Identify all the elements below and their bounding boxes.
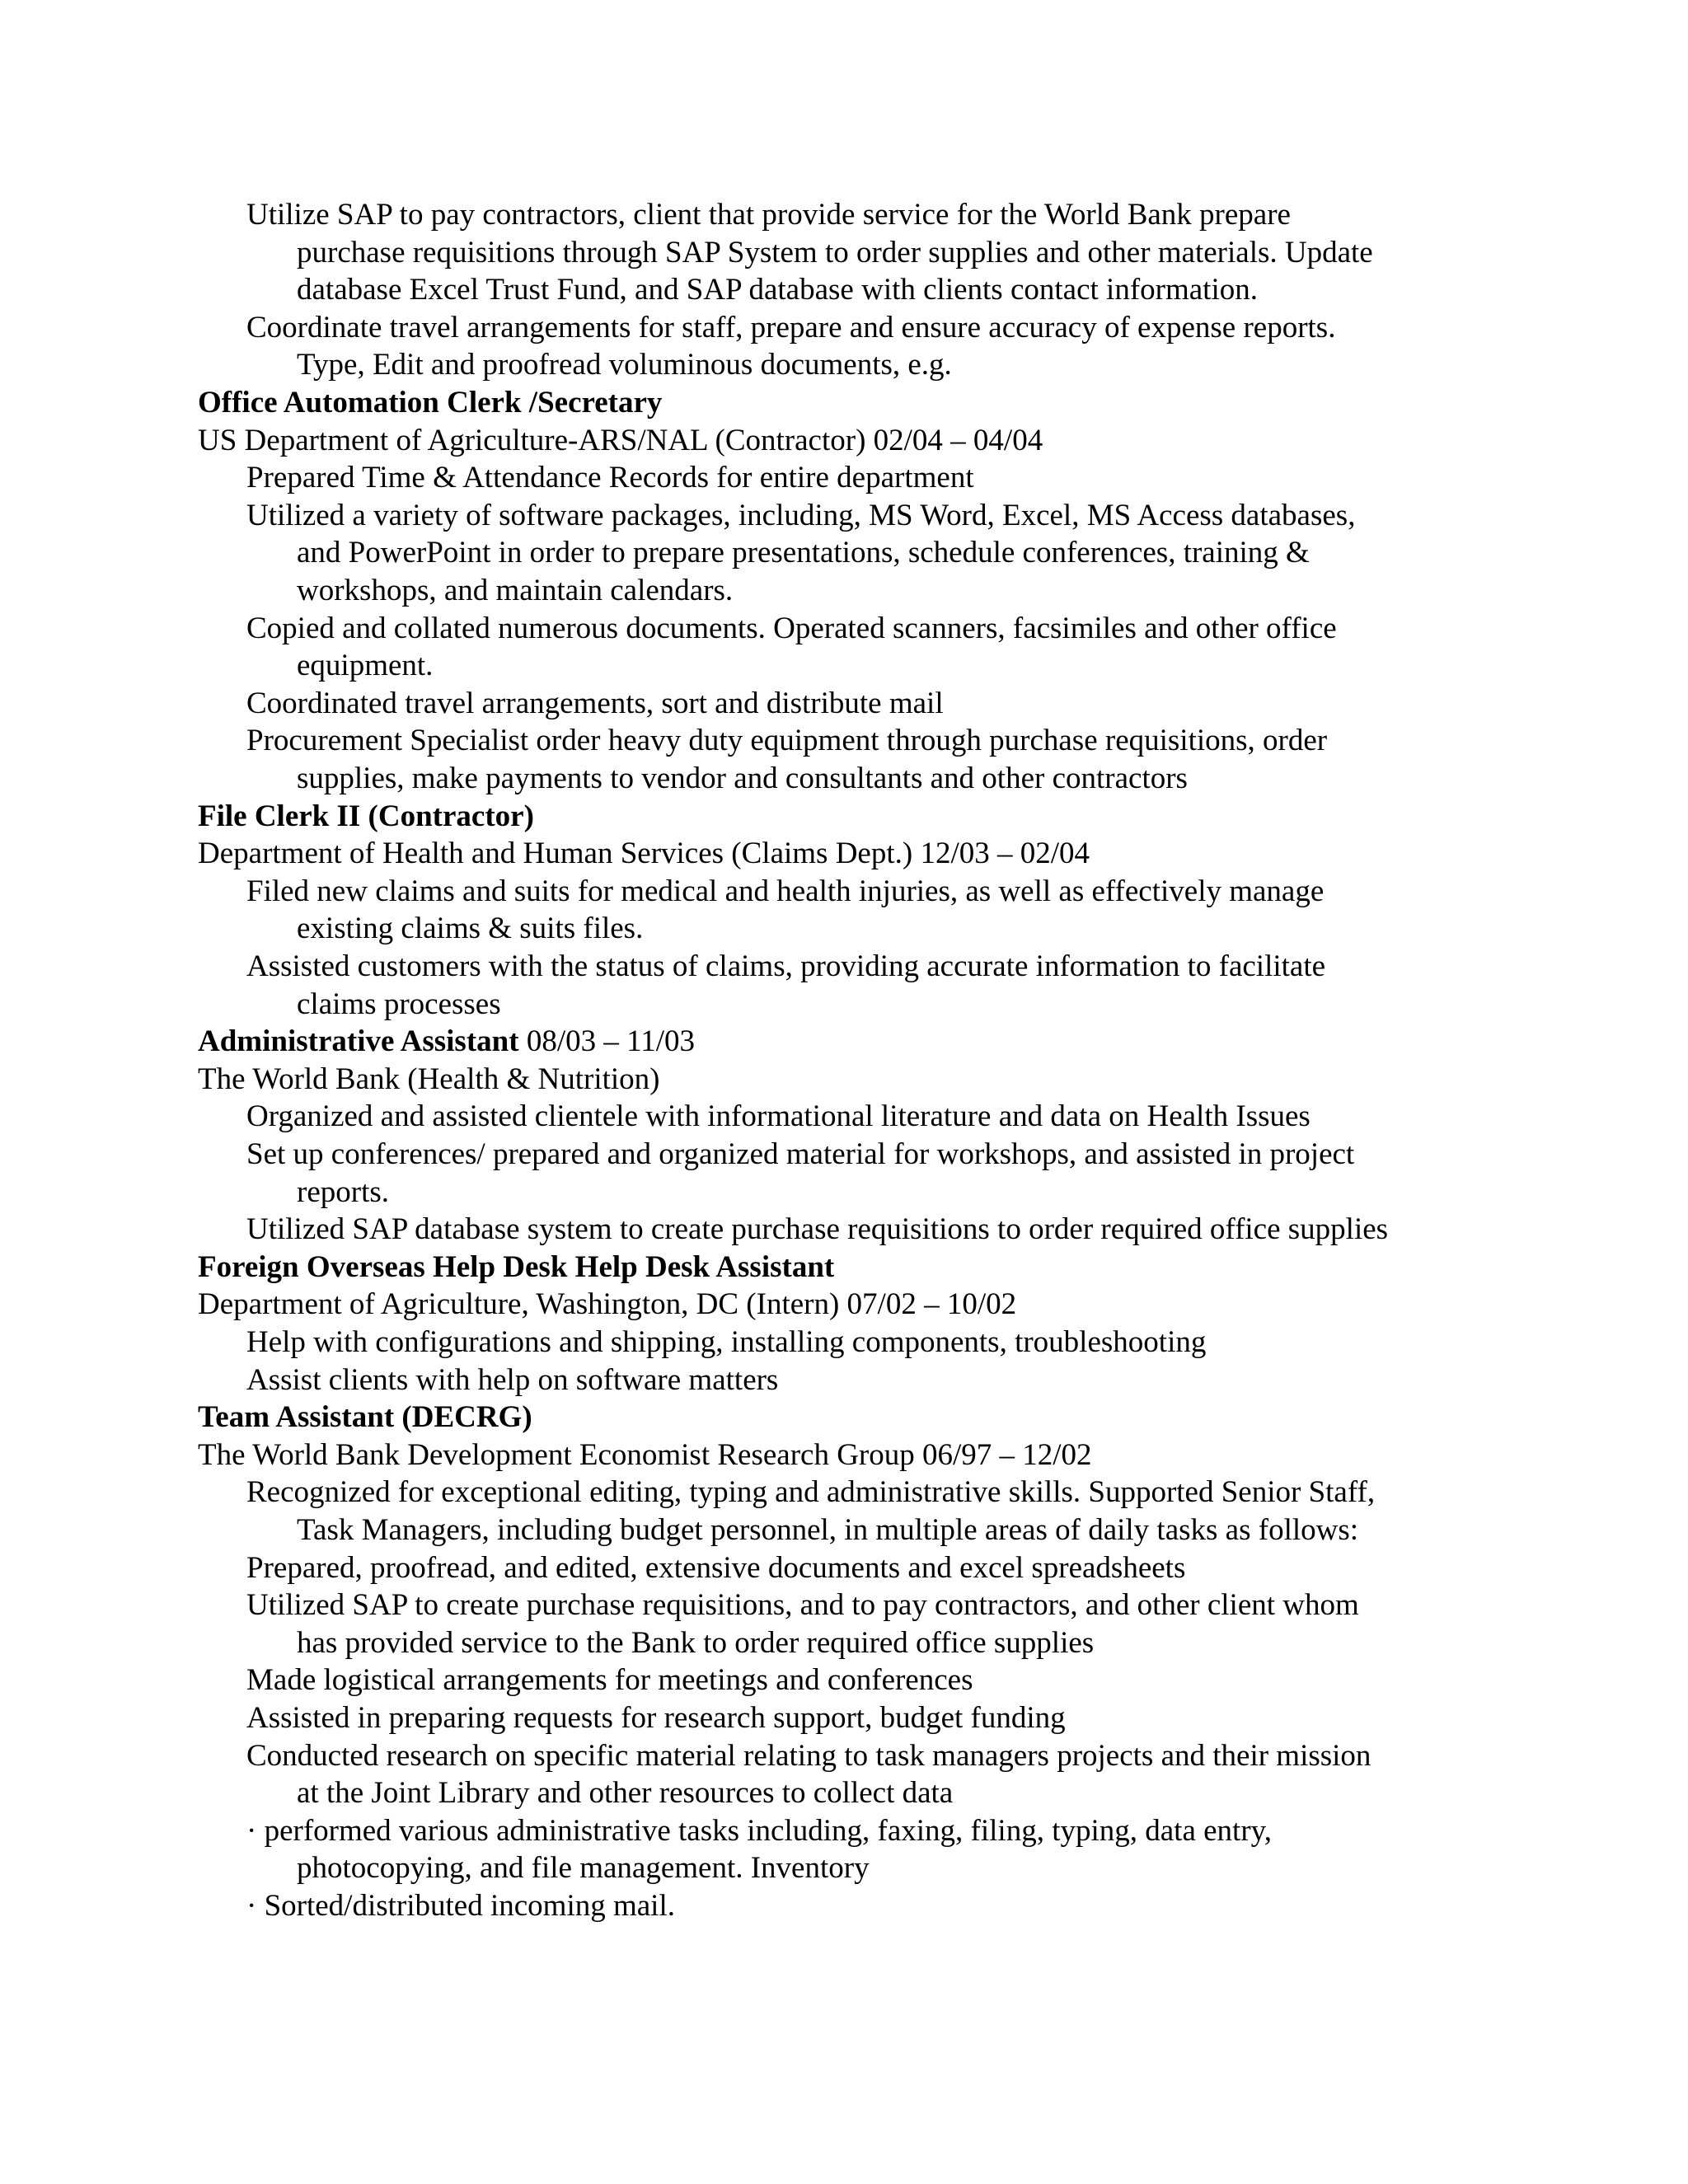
duty-continuation: and PowerPoint in order to prepare presentations, schedule conferences, training & <box>297 536 1310 570</box>
duty-item: Assisted in preparing requests for research support, budget funding <box>246 1701 1066 1735</box>
duty-continuation: Type, Edit and proofread voluminous documents, e.g. <box>297 348 952 382</box>
duty-item: Utilize SAP to pay contractors, client that provide service for the World Bank prepare <box>246 198 1291 232</box>
duty-continuation: purchase requisitions through SAP System to order supplies and other materials. Update <box>297 235 1373 269</box>
job-dates: 08/03 – 11/03 <box>518 1024 695 1059</box>
duty-item: Organized and assisted clientele with informational literature and data on Health Issues <box>246 1099 1311 1134</box>
duty-item: Recognized for exceptional editing, typing and administrative skills. Supported Senior Staff, <box>246 1475 1376 1510</box>
employer-line: The World Bank Development Economist Research Group 06/97 – 12/02 <box>198 1437 1092 1472</box>
duty-item: Prepared, proofread, and edited, extensive documents and excel spreadsheets <box>246 1550 1186 1585</box>
duty-continuation: equipment. <box>297 649 434 683</box>
duty-item: Help with configurations and shipping, installing components, troubleshooting <box>246 1325 1207 1359</box>
job-title-text: Office Automation Clerk /Secretary <box>198 386 663 419</box>
employer-line: The World Bank (Health & Nutrition) <box>198 1062 660 1096</box>
employer-line: Department of Health and Human Services (Claims Dept.) 12/03 – 02/04 <box>198 837 1090 871</box>
job-title <box>198 384 662 422</box>
duty-item: Prepared Time & Attendance Records for entire department <box>246 461 974 495</box>
duty-item: Coordinate travel arrangements for staff, prepare and ensure accuracy of expense reports. <box>246 310 1336 344</box>
duty-continuation: photocopying, and file management. Inventory <box>297 1851 870 1886</box>
duty-continuation: supplies, make payments to vendor and consultants and other contractors <box>297 762 1188 795</box>
duty-item: Set up conferences/ prepared and organized material for workshops, and assisted in project <box>246 1137 1355 1171</box>
duty-continuation: workshops, and maintain calendars. <box>297 574 734 607</box>
duty-item: Assisted customers with the status of claims, providing accurate information to facilitate <box>246 949 1326 983</box>
job-title-text: Foreign Overseas Help Desk Help Desk Assistant <box>198 1249 835 1284</box>
duty-item: Utilized SAP database system to create purchase requisitions to order required office supplies <box>246 1212 1389 1247</box>
duty-item: Procurement Specialist order heavy duty equipment through purchase requisitions, order <box>246 724 1328 758</box>
duty-item: · Sorted/distributed incoming mail. <box>246 1889 675 1923</box>
job-title <box>198 1249 834 1286</box>
duty-item: Utilized SAP to create purchase requisitions, and to pay contractors, and other client whom <box>246 1588 1359 1623</box>
job-title <box>198 1399 532 1436</box>
duty-continuation: reports. <box>297 1174 389 1209</box>
duty-item: Utilized a variety of software packages, including, MS Word, Excel, MS Access databases, <box>246 498 1356 532</box>
job-title <box>198 1023 695 1061</box>
duty-continuation: has provided service to the Bank to order required office supplies <box>297 1625 1095 1660</box>
duty-item: Conducted research on specific material relating to task managers projects and their mission <box>246 1738 1372 1773</box>
employer-line: US Department of Agriculture-ARS/NAL (Contractor) 02/04 – 04/04 <box>198 423 1043 457</box>
duty-item: · performed various administrative tasks including, faxing, filing, typing, data entry, <box>246 1813 1272 1848</box>
duty-continuation: database Excel Trust Fund, and SAP database with clients contact information. <box>297 273 1258 307</box>
duty-item: Filed new claims and suits for medical and health injuries, as well as effectively manage <box>246 874 1325 908</box>
duty-continuation: existing claims & suits files. <box>297 912 644 946</box>
job-title <box>198 798 534 836</box>
duty-item: Made logistical arrangements for meetings and conferences <box>246 1663 973 1698</box>
duty-continuation: Task Managers, including budget personnel, in multiple areas of daily tasks as follows: <box>297 1513 1359 1547</box>
job-title-text: File Clerk II (Contractor) <box>198 799 534 833</box>
duty-continuation: at the Joint Library and other resources to collect data <box>297 1776 954 1811</box>
job-title-text: Team Assistant (DECRG) <box>198 1400 532 1435</box>
job-title-text: Administrative Assistant <box>198 1024 519 1059</box>
duty-continuation: claims processes <box>297 987 501 1021</box>
duty-item: Copied and collated numerous documents. Operated scanners, facsimiles and other office <box>246 611 1337 645</box>
employer-line: Department of Agriculture, Washington, DC (Intern) 07/02 – 10/02 <box>198 1287 1017 1322</box>
duty-item: Assist clients with help on software matters <box>246 1362 779 1397</box>
duty-item: Coordinated travel arrangements, sort and distribute mail <box>246 686 944 720</box>
